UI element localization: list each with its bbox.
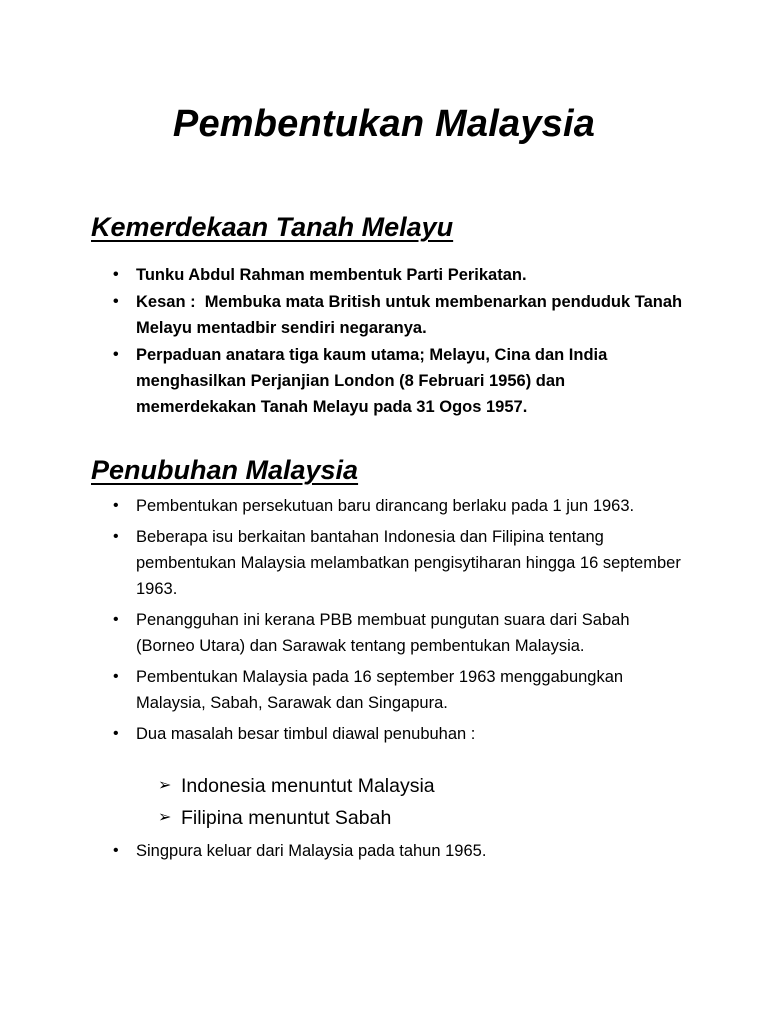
bullet-icon: • (113, 725, 119, 742)
list-item (113, 524, 683, 602)
list-item (113, 838, 683, 864)
penubuhan-list (113, 493, 683, 752)
list-item-text: Perpaduan anatara tiga kaum utama; Melayu, Cina dan India menghasilkan Perjanjian London (8 Februari 1956) dan memerdekakan Tanah Melayu pada 31 Ogos 1957. (136, 346, 608, 416)
section-heading-penubuhan: Penubuhan Malaysia (91, 455, 359, 485)
sublist-item-text: Filipina menuntut Sabah (181, 807, 392, 829)
bullet-icon: • (113, 497, 119, 514)
page-title: Pembentukan Malaysia (172, 103, 596, 145)
list-item-text: Pembentukan Malaysia pada 16 september 1963 menggabungkan Malaysia, Sabah, Sarawak dan Singapura. (136, 668, 624, 712)
bullet-icon: • (113, 668, 119, 685)
list-item (113, 493, 683, 519)
problems-sublist (158, 770, 435, 834)
list-item-text: Penangguhan ini kerana PBB membuat pungutan suara dari Sabah (Borneo Utara) dan Sarawak tentang pembentukan Malaysia. (136, 611, 630, 655)
list-item (113, 342, 683, 420)
list-item-text: Tunku Abdul Rahman membentuk Parti Perikatan. (136, 266, 527, 284)
sublist-item (158, 770, 435, 802)
bullet-icon: • (113, 346, 119, 363)
list-item (113, 607, 683, 659)
list-item (113, 664, 683, 716)
list-item (113, 721, 683, 747)
list-item-text: Pembentukan persekutuan baru dirancang berlaku pada 1 jun 1963. (136, 497, 635, 515)
list-item-text: Singpura keluar dari Malaysia pada tahun 1965. (136, 842, 487, 860)
list-item (113, 262, 683, 288)
list-item-text: Beberapa isu berkaitan bantahan Indonesia dan Filipina tentang pembentukan Malaysia melambatkan pengisytiharan hingga 16 september 1963. (136, 528, 681, 598)
list-item-text: Dua masalah besar timbul diawal penubuhan : (136, 725, 476, 743)
bullet-icon: • (113, 293, 119, 310)
bullet-icon: • (113, 842, 119, 859)
list-item (113, 289, 687, 341)
list-item-text: Kesan : Membuka mata British untuk membenarkan penduduk Tanah Melayu mentadbir sendiri negaranya. (136, 293, 687, 337)
bullet-icon: • (113, 611, 119, 628)
sublist-item-text: Indonesia menuntut Malaysia (181, 775, 435, 797)
section-heading-kemerdekaan: Kemerdekaan Tanah Melayu (91, 212, 454, 242)
sublist-item (158, 802, 435, 834)
penubuhan-final-list (113, 838, 683, 864)
arrow-bullet-icon: ➢ (158, 809, 172, 826)
arrow-bullet-icon: ➢ (158, 777, 172, 794)
bullet-icon: • (113, 266, 119, 283)
bullet-icon: • (113, 528, 119, 545)
kemerdekaan-list (113, 262, 687, 421)
